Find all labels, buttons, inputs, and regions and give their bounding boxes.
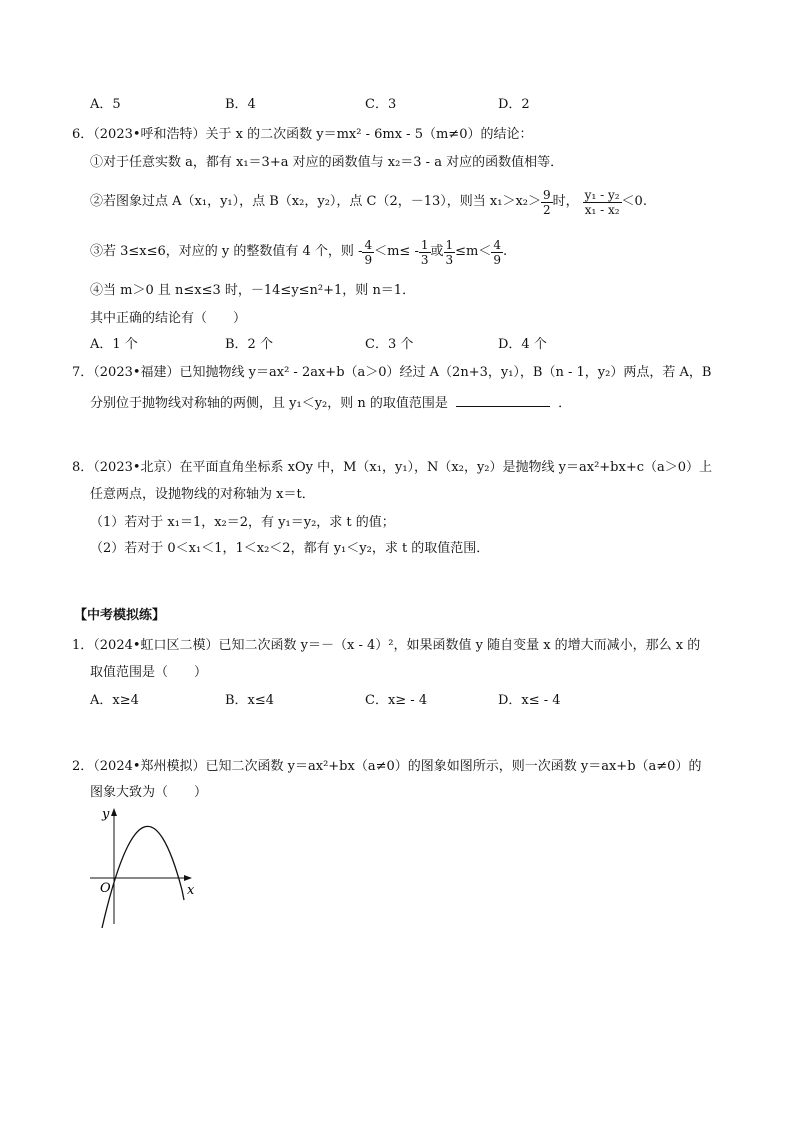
q6-s2-fraction-9-2 (541, 188, 553, 217)
q6-s3-text-mid2: 或 (430, 244, 444, 259)
fraction-denominator: 9 (493, 252, 502, 267)
q6-s3-fraction-3 (444, 238, 456, 267)
parabola-graph-figure (88, 806, 208, 928)
q6-s3-text-post: . (503, 244, 508, 259)
origin-label: O (100, 881, 111, 896)
q6-statement-4: ④当 m＞0 且 n≤x≤3 时，－14≤y≤n²+1，则 n＝1． (90, 283, 416, 298)
q7-line-2-end: ． (558, 396, 572, 411)
q6-s3-fraction-4 (491, 238, 503, 267)
q7-line-2-text: 分别位于抛物线对称轴的两侧，且 y₁＜y₂，则 n 的取值范围是 (90, 396, 448, 411)
m2-line-2: 图象大致为（ ） (90, 785, 208, 800)
q6-ask: 其中正确的结论有（ ） (90, 311, 247, 326)
fraction-numerator: 1 (445, 237, 454, 252)
q8-part-1: （1）若对于 x₁＝1，x₂＝2，有 y₁＝y₂，求 t 的值； (90, 515, 395, 530)
fraction-numerator: 1 (420, 237, 429, 252)
fraction-denominator: 9 (364, 252, 373, 267)
x-axis-arrow (184, 875, 192, 881)
fraction-denominator: 3 (420, 252, 429, 267)
q6-statement-2 (90, 184, 647, 220)
m1-option-a: A．x≥4 (90, 693, 139, 708)
m1-option-d: D．x≤ - 4 (498, 693, 561, 708)
q6-s2-text-mid: 时， (552, 194, 579, 209)
m1-option-b: B．x≤4 (225, 693, 275, 708)
q6-statement-3 (90, 234, 507, 270)
q6-option-d: D．4 个 (498, 337, 547, 352)
m1-option-c: C．x≥ - 4 (365, 693, 428, 708)
q6-s2-text-post: ＜0. (621, 194, 647, 209)
m2-line-1: 2．（2024•郑州模拟）已知二次函数 y＝ax²+bx（a≠0）的图象如图所示，则一次函数 y＝ax+b（a≠0）的 (72, 759, 702, 774)
q5-option-c: C．3 (365, 97, 397, 112)
parabola-graph-svg (88, 806, 208, 928)
q6-s2-fraction-y-over-x (583, 188, 622, 217)
q6-s2-text-pre: ②若图象过点 A（x₁，y₁），点 B（x₂，y₂），点 C（2，－13），则当 x₁＞x₂＞ (90, 194, 542, 209)
q8-line-2: 任意两点，设抛物线的对称轴为 x＝t． (90, 487, 315, 502)
answer-blank[interactable] (456, 392, 550, 407)
m1-line-1: 1．（2024•虹口区二模）已知二次函数 y＝－（x - 4）²，如果函数值 y 随自变量 x 的增大而减小，那么 x 的 (72, 638, 701, 653)
fraction-numerator: 4 (364, 237, 373, 252)
q6-option-c: C．3 个 (365, 337, 414, 352)
fraction-denominator: x₁ - x₂ (584, 202, 620, 217)
q8-part-2: （2）若对于 0＜x₁＜1，1＜x₂＜2，都有 y₁＜y₂，求 t 的取值范围． (90, 541, 490, 556)
x-axis-label: x (187, 883, 195, 898)
fraction-numerator: y₁ - y₂ (584, 187, 620, 202)
q6-option-b: B．2 个 (225, 337, 273, 352)
q5-option-a: A．5 (90, 97, 121, 112)
q7-line-1: 7．（2023•福建）已知抛物线 y＝ax² - 2ax+b（a＞0）经过 A（2n+3，y₁），B（n - 1，y₂）两点，若 A，B (72, 365, 712, 380)
q6-stem: 6．（2023•呼和浩特）关于 x 的二次函数 y＝mx² - 6mx - 5（m≠0）的结论： (72, 127, 533, 142)
fraction-numerator: 4 (493, 237, 502, 252)
q6-s3-fraction-2 (419, 238, 431, 267)
section-title: 【中考模拟练】 (74, 608, 166, 623)
q5-option-d: D．2 (498, 97, 530, 112)
y-axis-label: y (102, 807, 110, 822)
q6-statement-1: ①对于任意实数 a，都有 x₁＝3+a 对应的函数值与 x₂＝3 - a 对应的函数值相等． (90, 155, 564, 170)
q6-option-a: A．1 个 (90, 337, 138, 352)
q6-s3-text-pre: ③若 3≤x≤6，对应的 y 的整数值有 4 个，则 - (90, 244, 363, 259)
fraction-denominator: 3 (445, 252, 454, 267)
m1-line-2: 取值范围是（ ） (90, 665, 208, 680)
y-axis-arrow (111, 808, 117, 816)
q7-line-2 (90, 392, 571, 413)
q6-s3-fraction-1 (362, 238, 374, 267)
q6-s3-text-mid1: ＜m≤ - (374, 244, 419, 259)
q6-s3-text-mid3: ≤m＜ (455, 244, 492, 259)
q8-line-1: 8．（2023•北京）在平面直角坐标系 xOy 中，M（x₁，y₁），N（x₂，y₂）是抛物线 y＝ax²+bx+c（a＞0）上 (72, 460, 713, 475)
q5-option-b: B．4 (225, 97, 256, 112)
fraction-denominator: 2 (543, 202, 551, 217)
fraction-numerator: 9 (543, 187, 551, 202)
